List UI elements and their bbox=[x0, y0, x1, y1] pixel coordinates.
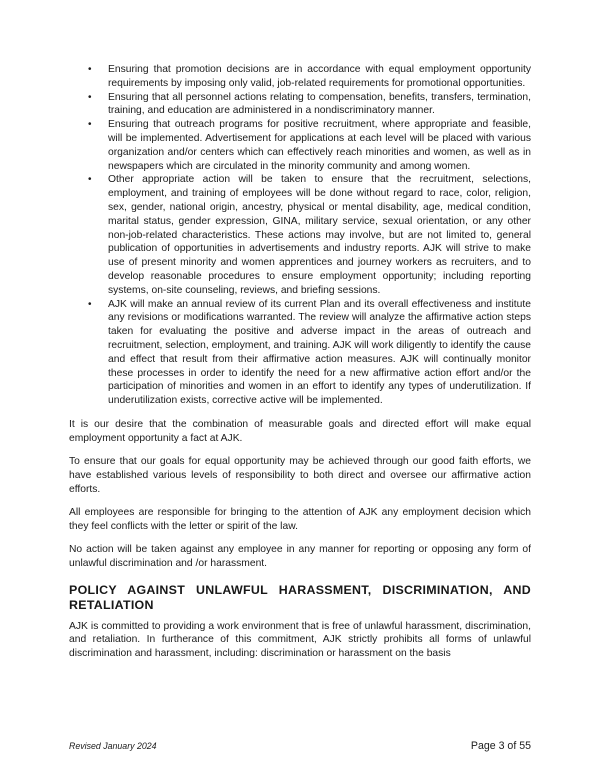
bullet-item-promotion-decisions bbox=[69, 63, 531, 91]
bullet-icon: • bbox=[88, 119, 92, 131]
paragraph-measurable-goals: It is our desire that the combination of measurable goals and directed effort will make equal employment opportunity a fact at AJK. bbox=[69, 418, 531, 444]
bullet-item-outreach-programs bbox=[69, 118, 531, 173]
page-footer bbox=[69, 740, 531, 752]
section-heading-line1: POLICY AGAINST UNLAWFUL HARASSMENT, DISCRIMINATION, AND bbox=[69, 582, 531, 597]
paragraph-employee-responsibility: All employees are responsible for bringing to the attention of AJK any employment decision which they feel conflicts with the letter or spirit of the law. bbox=[69, 506, 531, 532]
section-heading-line2: RETALIATION bbox=[69, 598, 154, 613]
section-heading-policy-against-harassment bbox=[69, 583, 531, 614]
bullet-icon: • bbox=[88, 174, 92, 186]
document-content bbox=[69, 63, 531, 661]
bullet-item-annual-review bbox=[69, 298, 531, 408]
bullet-icon: • bbox=[88, 91, 92, 103]
bullet-item-other-appropriate-action bbox=[69, 173, 531, 297]
bullet-text: Ensuring that all personnel actions relating to compensation, benefits, transfers, termination, training, and education are administered in a nondiscriminatory manner. bbox=[108, 91, 531, 117]
bullet-icon: • bbox=[88, 64, 92, 75]
bullet-text: Ensuring that promotion decisions are in accordance with equal employment opportunity requirements by imposing only valid, job-related requirements for promotional opportunities. bbox=[108, 64, 531, 89]
footer-page-number: Page 3 of 55 bbox=[470, 740, 531, 752]
bullet-text: Other appropriate action will be taken to ensure that the recruitment, selections, employment, and training of employees will be done without regard to race, color, religion, sex, gender, national origin, ancestry, physical or mental disability, age, medical condition, marital status, gender expression, GINA, military service, sexual orientation, or any other non-job-related characteristics. These actions may involve, but are not limited to, general publication of opportunities in advertisements and industry reports. AJK will strive to make use of present minority and women apprentices and journey workers as recruiters, and to develop reasonable procedures to ensure employment opportunity; including reporting systems, on-site counseling, reviews, and briefing sessions. bbox=[108, 174, 531, 296]
bullet-text: Ensuring that outreach programs for positive recruitment, where appropriate and feasible, will be implemented. Advertisement for applications at each level will be placed with various organization and/or centers which can effectively reach minorities and women, as well as in newspapers which are circulated in the minority community and among women. bbox=[108, 119, 531, 172]
paragraph-levels-of-responsibility: To ensure that our goals for equal opportunity may be achieved through our good faith efforts, we have established various levels of responsibility to both direct and oversee our affirmative action efforts. bbox=[69, 456, 531, 495]
bullet-list bbox=[69, 63, 531, 408]
bullet-item-personnel-actions bbox=[69, 91, 531, 119]
paragraph-no-retaliation: No action will be taken against any employee in any manner for reporting or opposing any form of unlawful discrimination and /or harassment. bbox=[69, 544, 531, 569]
bullet-icon: • bbox=[88, 298, 92, 310]
paragraph-commitment-statement: AJK is committed to providing a work environment that is free of unlawful harassment, discrimination, and retaliation. In furtherance of this commitment, AJK strictly prohibits all forms of unlawful discrimination and harassment, including: discrimination or harassment on the basis bbox=[69, 620, 531, 660]
footer-revision-note: Revised January 2024 bbox=[69, 741, 157, 751]
bullet-text: AJK will make an annual review of its current Plan and its overall effectiveness and institute any revisions or modifications warranted. The review will analyze the affirmative action steps taken for evaluating the positive and adverse impact in the areas of outreach and recruitment, selection, employment, and training. AJK will work diligently to identify the cause and effect that result from their affirmative action measures. AJK will continually monitor these processes in order to identify the need for a new affirmative action effort and/or the participation of minorities and women in an effort to identify any types of underutilization. If underutilization exists, corrective active will be implemented. bbox=[108, 298, 531, 407]
